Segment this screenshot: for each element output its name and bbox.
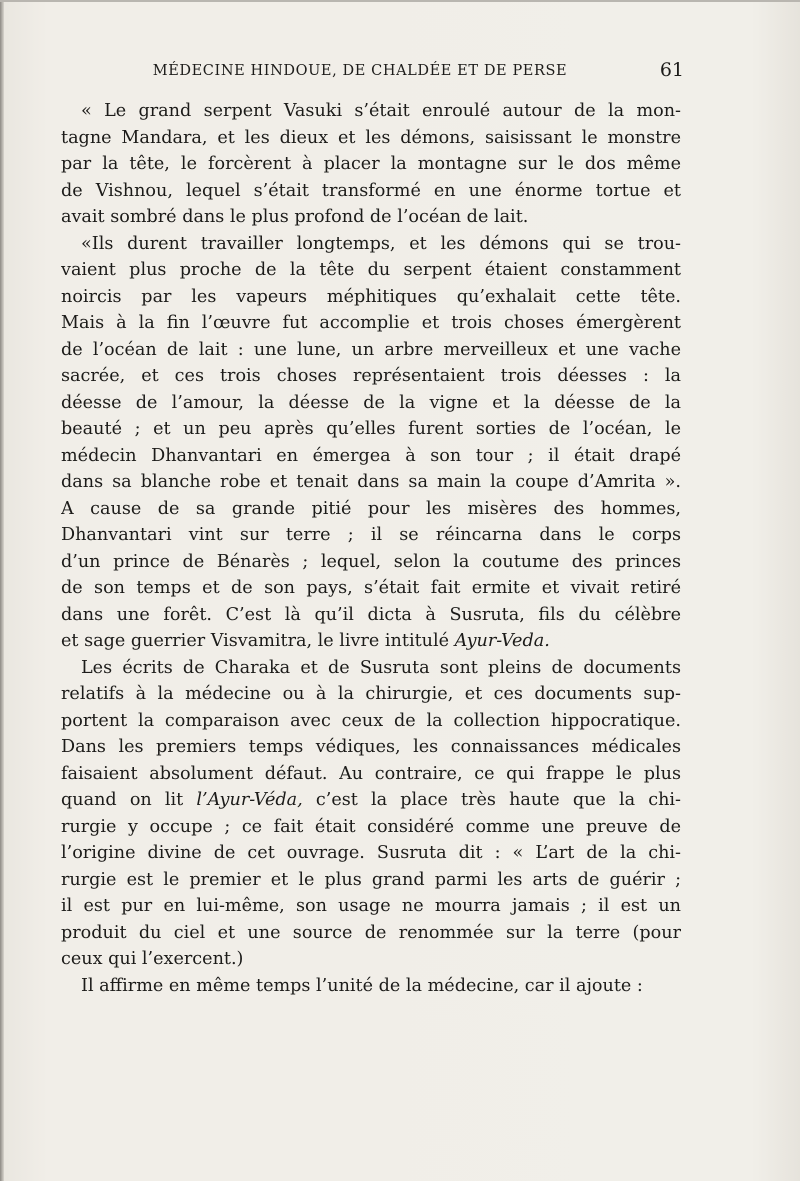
text-segment: c’est la place très haute que la chi- xyxy=(302,790,681,810)
text-segment: dans sa blanche robe et tenait dans sa main la coupe d’Amrita ». xyxy=(61,472,681,492)
text-segment: avait sombré dans le plus profond de l’océan de lait. xyxy=(61,207,529,227)
text-segment: rurgie y occupe ; ce fait était considéré comme une preuve de xyxy=(61,816,681,837)
text-segment: de Vishnou, lequel s’était transformé en une énorme tortue et xyxy=(61,180,681,201)
text-line xyxy=(61,681,681,708)
text-segment: ceux qui l’exercent.) xyxy=(61,949,244,969)
text-line xyxy=(61,973,681,1000)
text-line xyxy=(61,946,681,973)
text-line xyxy=(61,310,681,337)
text-line xyxy=(61,363,681,390)
text-line xyxy=(61,257,681,284)
text-segment: Dhanvantari vint sur terre ; il se réincarna dans le corps xyxy=(61,525,681,545)
text-line xyxy=(61,708,681,735)
text-line xyxy=(61,867,681,894)
text-segment: Il affirme en même temps l’unité de la médecine, car il ajoute : xyxy=(81,975,643,996)
text-line xyxy=(61,655,681,682)
text-segment: et sage guerrier Visvamitra, le livre intitulé xyxy=(61,631,455,651)
text-line xyxy=(61,337,681,364)
text-segment: médecin Dhanvantari en émergea à son tour ; il était drapé xyxy=(61,445,681,466)
text-line xyxy=(61,204,681,231)
text-line xyxy=(61,178,681,205)
text-line xyxy=(61,151,681,178)
text-segment: noircis par les vapeurs méphitiques qu’exhalait cette tête. xyxy=(61,286,681,307)
text-line xyxy=(61,602,681,629)
text-segment: relatifs à la médecine ou à la chirurgie, et ces documents sup- xyxy=(61,684,681,704)
text-line xyxy=(61,284,681,311)
text-segment: quand on lit xyxy=(61,790,197,810)
text-segment: tagne Mandara, et les dieux et les démons, saisissant le monstre xyxy=(61,127,681,148)
text-line xyxy=(61,893,681,920)
italic-title: Ayur-Veda. xyxy=(454,631,550,651)
text-segment: dans une forêt. C’est là qu’il dicta à Susruta, fils du célèbre xyxy=(61,604,681,625)
text-segment: Dans les premiers temps védiques, les connaissances médicales xyxy=(61,737,681,757)
page-number: 61 xyxy=(659,59,684,81)
text-line xyxy=(61,98,681,125)
text-line xyxy=(61,416,681,443)
text-line xyxy=(61,549,681,576)
text-line xyxy=(61,231,681,258)
text-line xyxy=(61,469,681,496)
text-segment: l’origine divine de cet ouvrage. Susruta dit : « L’art de la chi- xyxy=(61,843,681,863)
text-line xyxy=(61,761,681,788)
text-segment: faisaient absolument défaut. Au contraire, ce qui frappe le plus xyxy=(61,763,681,784)
text-line xyxy=(61,920,681,947)
text-segment: Mais à la fin l’œuvre fut accomplie et trois choses émergèrent xyxy=(61,313,681,333)
text-segment: vaient plus proche de la tête du serpent étaient constamment xyxy=(61,260,681,280)
italic-title: l’Ayur-Véda, xyxy=(196,790,303,810)
text-line xyxy=(61,628,681,655)
text-segment: «Ils durent travailler longtemps, et les démons qui se trou- xyxy=(81,233,681,254)
text-line xyxy=(61,390,681,417)
text-segment: par la tête, le forcèrent à placer la montagne sur le dos même xyxy=(61,154,681,174)
text-line xyxy=(61,443,681,470)
text-line xyxy=(61,787,681,814)
text-line xyxy=(61,522,681,549)
text-segment: beauté ; et un peu après qu’elles furent sorties de l’océan, le xyxy=(61,419,681,439)
body-text xyxy=(61,98,681,999)
text-segment: de l’océan de lait : une lune, un arbre merveilleux et une vache xyxy=(61,339,681,360)
text-segment: « Le grand serpent Vasuki s’était enroulé autour de la mon- xyxy=(81,101,681,121)
text-segment: Les écrits de Charaka et de Susruta sont pleins de documents xyxy=(81,657,681,678)
text-segment: rurgie est le premier et le plus grand parmi les arts de guérir ; xyxy=(61,869,681,890)
text-line xyxy=(61,840,681,867)
text-segment: produit du ciel et une source de renommée sur la terre (pour xyxy=(61,922,681,943)
text-line xyxy=(61,125,681,152)
running-head: MÉDECINE HINDOUE, DE CHALDÉE ET DE PERSE xyxy=(152,63,568,79)
text-segment: sacrée, et ces trois choses représentaient trois déesses : la xyxy=(61,366,681,386)
page-gutter-edge xyxy=(0,0,4,1181)
text-line xyxy=(61,575,681,602)
text-segment: de son temps et de son pays, s’était fait ermite et vivait retiré xyxy=(61,578,681,598)
text-segment: il est pur en lui-même, son usage ne mourra jamais ; il est un xyxy=(61,896,681,916)
text-segment: A cause de sa grande pitié pour les misères des hommes, xyxy=(61,498,681,519)
text-line xyxy=(61,734,681,761)
text-segment: portent la comparaison avec ceux de la collection hippocratique. xyxy=(61,710,681,731)
page-top-edge xyxy=(0,0,800,2)
text-segment: d’un prince de Bénarès ; lequel, selon la coutume des princes xyxy=(61,551,681,572)
text-segment: déesse de l’amour, la déesse de la vigne et la déesse de la xyxy=(61,392,681,413)
text-line xyxy=(61,814,681,841)
text-line xyxy=(61,496,681,523)
